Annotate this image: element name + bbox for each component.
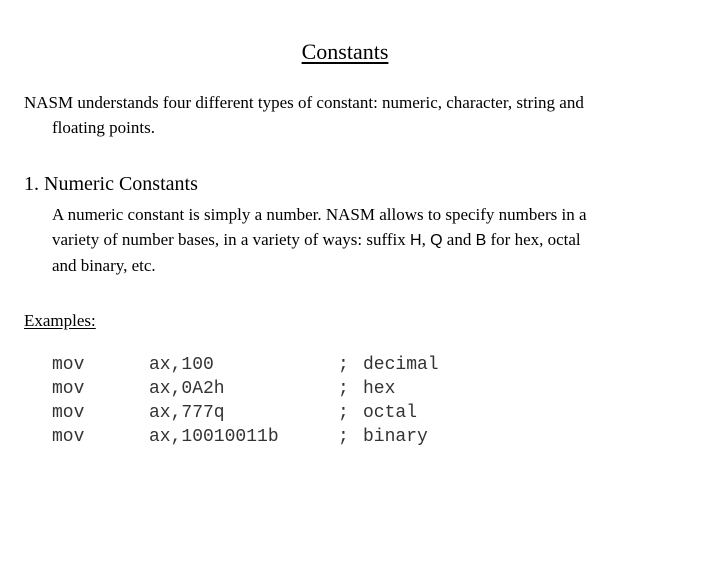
- code-semicolon: ;: [338, 403, 349, 423]
- code-op: mov: [52, 427, 85, 447]
- code-comment: hex: [363, 379, 396, 399]
- desc-line-1: A numeric constant is simply a number. NASM allows to specify numbers in a: [52, 205, 587, 224]
- section-description: [24, 202, 694, 278]
- code-op: mov: [52, 403, 85, 423]
- code-row: [52, 425, 428, 449]
- slide-title: Constants: [301, 39, 389, 64]
- code-args: ax,777q: [149, 403, 225, 423]
- code-args: ax,100: [149, 355, 214, 375]
- code-args: ax,0A2h: [149, 379, 225, 399]
- suffix-q: Q: [430, 232, 443, 249]
- code-semicolon: ;: [338, 427, 349, 447]
- examples-label: Examples:: [24, 311, 96, 330]
- intro-paragraph: [24, 90, 694, 140]
- code-row: [52, 353, 439, 377]
- code-op: mov: [52, 355, 85, 375]
- desc-sep-1: ,: [421, 230, 431, 249]
- desc-line-2-end: for hex, octal: [486, 230, 581, 249]
- suffix-h: H: [410, 232, 422, 249]
- code-op: mov: [52, 379, 85, 399]
- desc-sep-2: and: [442, 230, 476, 249]
- code-row: [52, 401, 418, 425]
- section-heading: 1. Numeric Constants: [24, 173, 198, 195]
- code-comment: binary: [363, 427, 428, 447]
- desc-line-2: [24, 227, 694, 253]
- code-comment: octal: [363, 403, 418, 423]
- intro-line-1: NASM understands four different types of constant: numeric, character, string and: [24, 93, 584, 112]
- intro-line-2: floating points.: [52, 118, 155, 137]
- code-block: [52, 353, 439, 449]
- code-semicolon: ;: [338, 355, 349, 375]
- code-comment: decimal: [363, 355, 439, 375]
- desc-line-2-start: variety of number bases, in a variety of ways: suffix: [52, 230, 411, 249]
- code-semicolon: ;: [338, 379, 349, 399]
- code-args: ax,10010011b: [149, 427, 279, 447]
- code-row: [52, 377, 396, 401]
- suffix-b: B: [475, 232, 487, 249]
- desc-line-3: and binary, etc.: [52, 256, 156, 275]
